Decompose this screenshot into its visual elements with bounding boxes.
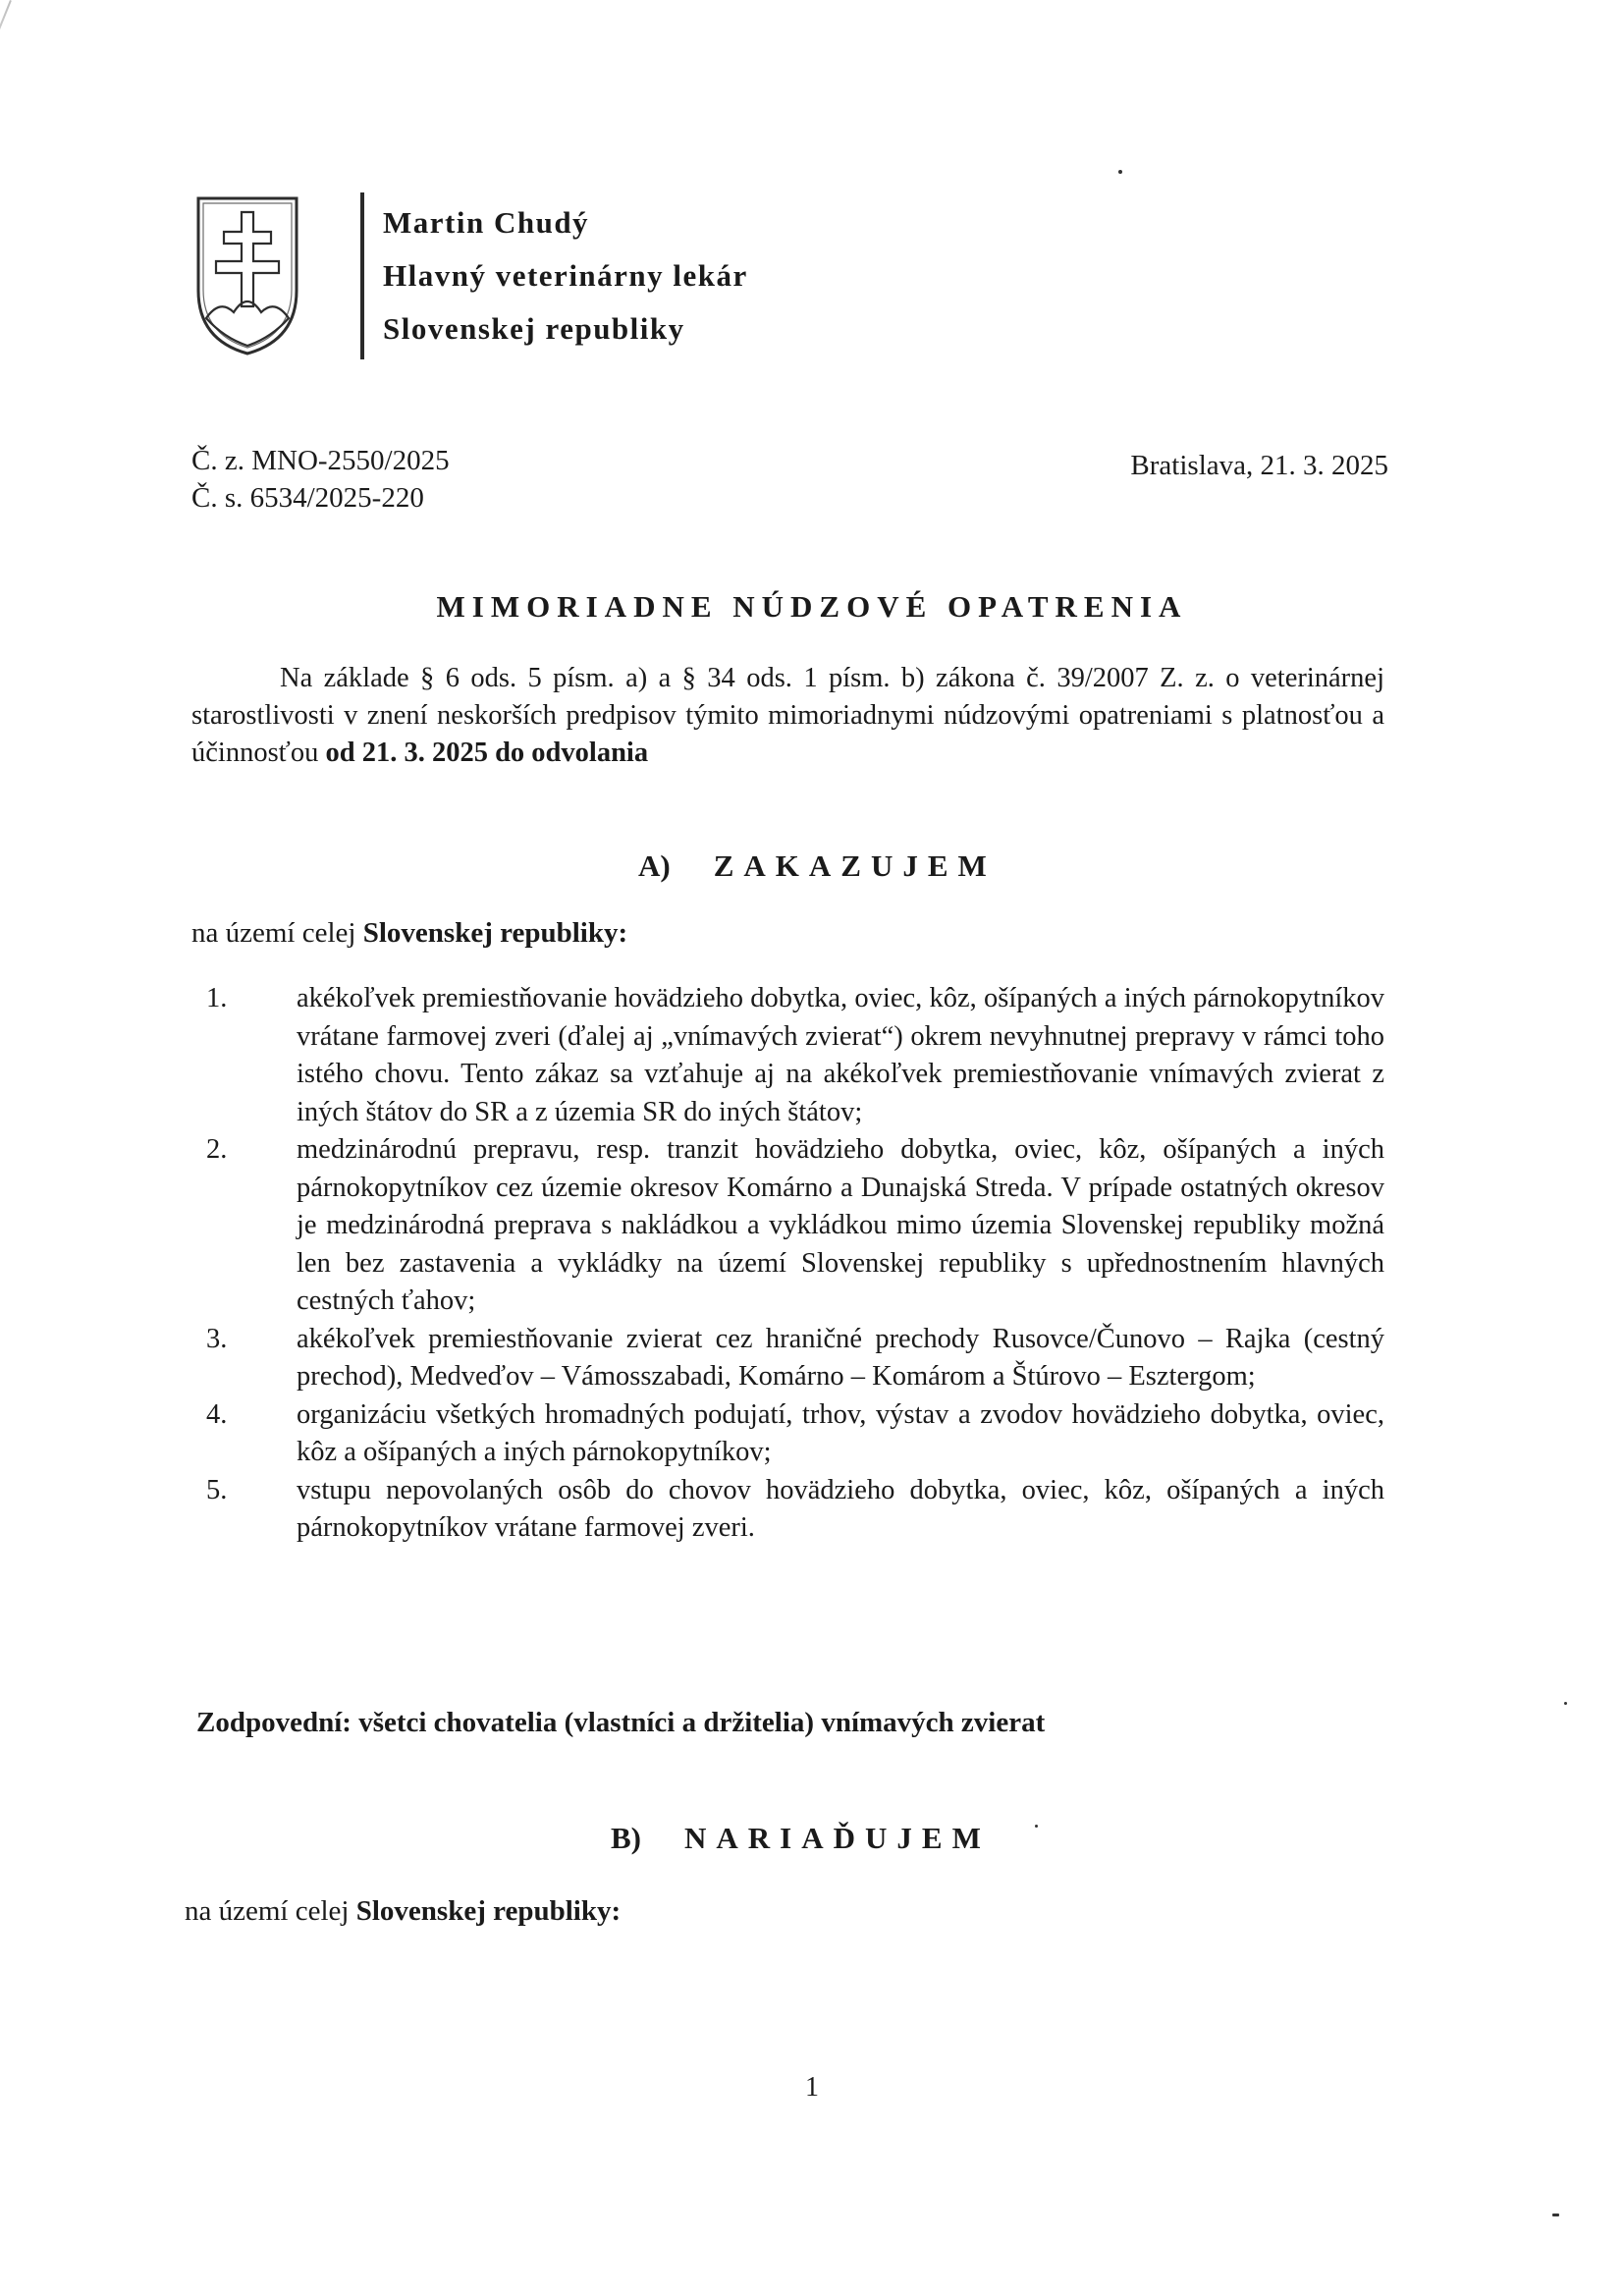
- prohibition-list: [191, 980, 1384, 1548]
- reference-cs: Č. s. 6534/2025-220: [191, 482, 424, 514]
- list-item-number: 3.: [206, 1323, 228, 1354]
- section-a-scope: [191, 917, 627, 950]
- section-a-scope-text: na území celej: [191, 917, 363, 949]
- intro-text: Na základe § 6 ods. 5 písm. a) a § 34 ods. 1 písm. b) zákona č. 39/2007 Z. z. o veterinárnej starostlivosti v znení neskorších predpisov týmito mimoriadnymi núdzovými opatreniami s platnosťou a účinnosťou: [191, 663, 1384, 768]
- responsible-parties: Zodpovední: všetci chovatelia (vlastníci a držitelia) vnímavých zvierat: [196, 1707, 1046, 1738]
- reference-cz: Č. z. MNO-2550/2025: [191, 445, 450, 476]
- section-b-scope-bold: Slovenskej republiky:: [355, 1895, 622, 1927]
- section-b-scope-text: na území celej: [185, 1895, 356, 1927]
- section-a-scope-bold: Slovenskej republiky:: [362, 917, 628, 949]
- scan-artifact-line: [0, 0, 12, 87]
- list-item-number: 4.: [206, 1398, 228, 1430]
- list-item: [191, 980, 1384, 1131]
- list-item-text: vstupu nepovolaných osôb do chovov hovädzieho dobytka, oviec, kôz, ošípaných a iných párnokopytníkov vrátane farmovej zveri.: [297, 1474, 1384, 1543]
- coat-of-arms-icon: [192, 192, 302, 357]
- issuer-position: Hlavný veterinárny lekár: [383, 258, 748, 293]
- intro-validity: od 21. 3. 2025 do odvolania: [325, 738, 649, 768]
- document-title: MIMORIADNE NÚDZOVÉ OPATRENIA: [436, 589, 1188, 624]
- issuer-block: [383, 196, 748, 355]
- issuer-name: Martin Chudý: [383, 205, 590, 240]
- list-item-text: akékoľvek premiestňovanie zvierat cez hraničné prechody Rusovce/Čunovo – Rajka (cestný prechod), Medveďov – Vámosszabadi, Komárno – Komárom a Štúrovo – Esztergom;: [297, 1323, 1384, 1392]
- list-item: [191, 1396, 1384, 1472]
- list-item: [191, 1131, 1384, 1321]
- list-item-text: akékoľvek premiestňovanie hovädzieho dobytka, oviec, kôz, ošípaných a iných párnokopytníkov vrátane farmovej zveri (ďalej aj „vnímavých zvierat“) okrem nevyhnutnej prepravy v rámci toho istého chovu. Tento zákaz sa vzťahuje aj na akékoľvek premiestňovanie vnímavých zvierat z iných štátov do SR a z územia SR do iných štátov;: [297, 983, 1384, 1127]
- intro-paragraph: [191, 660, 1384, 772]
- section-b-letter: B): [611, 1821, 641, 1855]
- list-item: [191, 1321, 1384, 1396]
- place-date: Bratislava, 21. 3. 2025: [1130, 450, 1388, 481]
- section-b-heading: [611, 1821, 991, 1856]
- page-number: 1: [805, 2072, 819, 2103]
- section-a-word: ZAKAZUJEM: [713, 848, 997, 883]
- section-b-word: NARIAĎUJEM: [684, 1821, 991, 1855]
- list-item-number: 1.: [206, 983, 228, 1013]
- header-divider: [360, 192, 364, 359]
- issuer-institution: Slovenskej republiky: [383, 311, 685, 346]
- section-a-letter: A): [638, 848, 671, 883]
- scan-artifact-dot: [1552, 2214, 1559, 2216]
- scan-artifact-dot: [1118, 170, 1122, 174]
- list-item-number: 2.: [206, 1134, 228, 1165]
- list-item: [191, 1472, 1384, 1548]
- reference-numbers: [191, 442, 450, 517]
- scan-artifact-dot: [1035, 1825, 1038, 1828]
- list-item-number: 5.: [206, 1474, 228, 1505]
- scan-artifact-dot: [1564, 1702, 1567, 1705]
- section-a-heading: [638, 848, 997, 884]
- list-item-text: organizáciu všetkých hromadných podujatí, trhov, výstav a zvodov hovädzieho dobytka, oviec, kôz a ošípaných a iných párnokopytníkov;: [297, 1398, 1384, 1467]
- list-item-text: medzinárodnú prepravu, resp. tranzit hovädzieho dobytka, oviec, kôz, ošípaných a iných párnokopytníkov cez územie okresov Komárno a Dunajská Streda. V prípade ostatných okresov je medzinárodná preprava s nakládkou a vykládkou mimo územia Slovenskej republiky možná len bez zastavenia a vykládky na území Slovenskej republiky s upřednostnením hlavných cestných ťahov;: [297, 1134, 1384, 1316]
- section-b-scope: [185, 1895, 621, 1928]
